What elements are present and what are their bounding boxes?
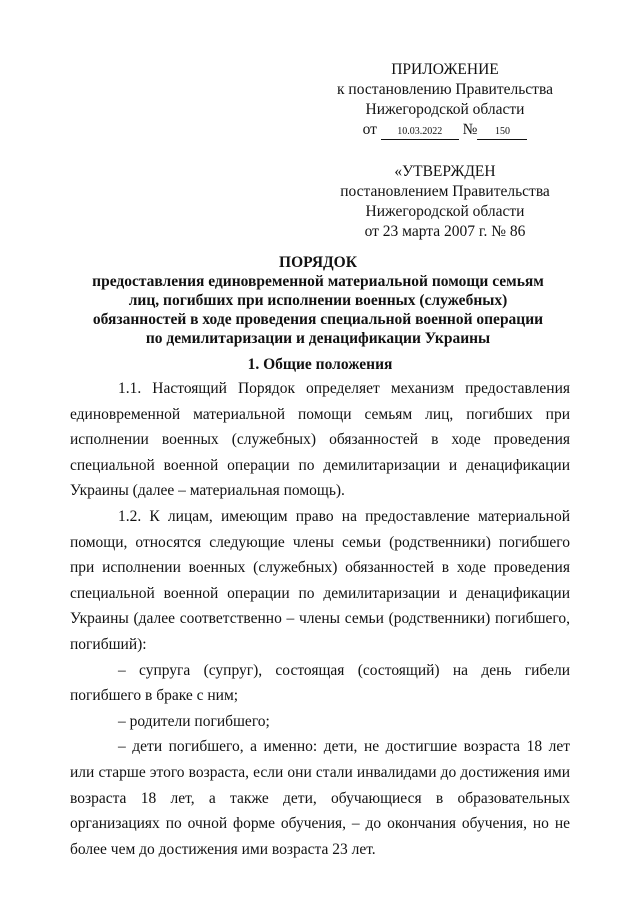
number-label: № (462, 121, 478, 138)
list-item-children: – дети погибшего, а именно: дети, не достигшие возраста 18 лет или старше этого возраста, если они стали инвалидами до достижения ими возраста 18 лет, а также дети, обучающиеся в образовательных организациях по очной форме обучения, – до окончания обучения, но не более чем до достижения ими возраста 23 лет. (70, 738, 570, 858)
approved-title: «УТВЕРЖДЕН (394, 163, 496, 180)
list-item-spouse: – супруга (супруг), состоящая (состоящий) на день гибели погибшего в браке с ним; (70, 661, 570, 705)
from-label: от (362, 121, 377, 138)
approved-line-3: от 23 марта 2007 г. № 86 (364, 223, 526, 240)
appendix-date-line (330, 120, 560, 140)
appendix-title: ПРИЛОЖЕНИЕ (391, 61, 499, 78)
approved-line-2: Нижегородской области (365, 203, 525, 220)
section-body (70, 376, 570, 862)
section-heading: 1. Общие положения (247, 356, 393, 373)
approved-line-1: постановлением Правительства (340, 183, 550, 200)
decree-date: 10.03.2022 (381, 125, 459, 140)
appendix-block (330, 60, 560, 242)
list-item-parents: – родители погибшего; (118, 712, 270, 730)
decree-number: 150 (477, 125, 527, 140)
appendix-line-2: Нижегородской области (365, 101, 525, 118)
document-subtitle: предоставления единовременной материальной помощи семьям лиц, погибших при исполнении военных (служебных) обязанностей в ходе проведения специальной военной операции по демилитаризации и денацификации Украины (92, 273, 544, 347)
appendix-line-1: к постановлению Правительства (337, 81, 553, 98)
paragraph-1-1: 1.1. Настоящий Порядок определяет механизм предоставления единовременной материальной помощи семьям лиц, погибших при исполнении военных (служебных) обязанностей в ходе проведения специальной военной операции по демилитаризации и денацификации Украины (далее – материальная помощь). (70, 380, 570, 500)
paragraph-1-2: 1.2. К лицам, имеющим право на предоставление материальной помощи, относятся следующие члены семьи (родственники) погибшего при исполнении военных (служебных) обязанностей в ходе проведения специальной военной операции по демилитаризации и денацификации Украины (далее соответственно – члены семьи (родственники) погибшего, погибший): (70, 507, 570, 653)
document-heading: ПОРЯДОК (279, 254, 357, 271)
document-title (88, 253, 548, 348)
